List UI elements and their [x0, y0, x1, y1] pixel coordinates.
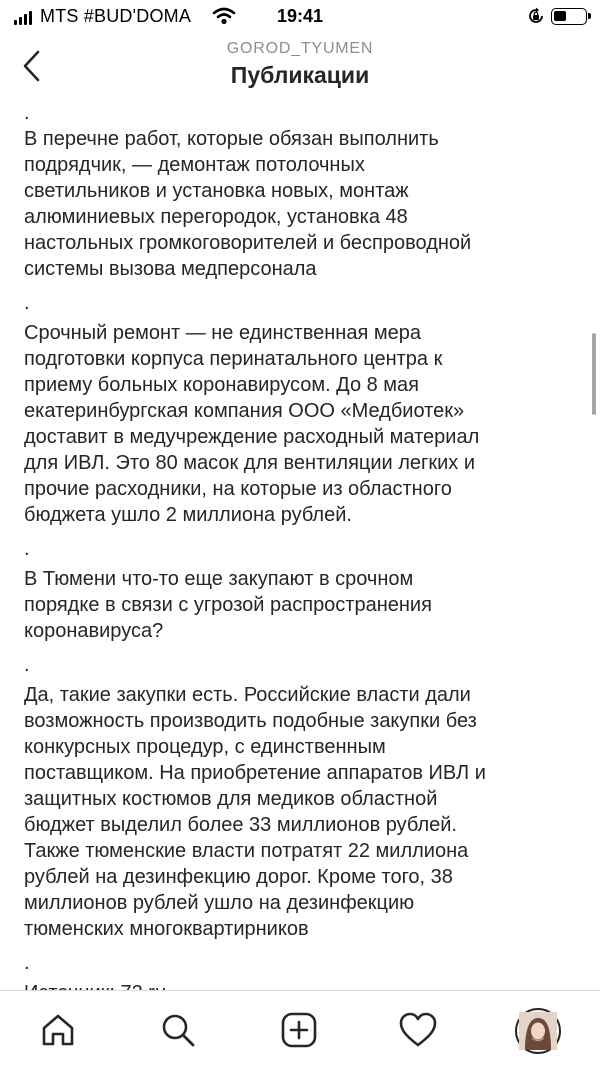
tab-bar [0, 990, 600, 1066]
search-icon[interactable] [156, 1008, 200, 1052]
header [0, 34, 600, 100]
post-caption [24, 100, 594, 990]
new-post-icon[interactable] [277, 1008, 321, 1052]
separator-dot: . [24, 292, 30, 314]
profile-avatar[interactable] [515, 1008, 561, 1054]
page-title: Публикации [230, 62, 370, 88]
caption-paragraph: Срочный ремонт — не единственная мера подготовки корпуса перинатального центра к приему больных коронавирусом. До 8 мая екатеринбургская компания ООО «Медбиотек» доставит в медучреждение расходный материал для ИВЛ. Это 80 масок для вентиляции легких и прочие расходники, на которые из областного бюджета ушло 2 миллиона рублей. [24, 322, 480, 526]
separator-dot: . [24, 952, 30, 974]
battery-icon [551, 8, 587, 25]
clock: 19:41 [276, 6, 324, 26]
caption-paragraph: Да, такие закупки есть. Российские власти дали возможность производить подобные закупки без конкурсных процедур, с единственным поставщиком. На приобретение аппаратов ИВЛ и защитных костюмов для медиков областной бюджет выделил более 33 миллионов рублей. Также тюменские власти потратят 22 миллиона рублей на дезинфекцию дорог. Кроме того, 38 миллионов рублей ушло на дезинфекцию тюменских многоквартирников [24, 684, 486, 940]
caption-paragraph: В Тюмени что-то еще закупают в срочном порядке в связи с угрозой распространения коронавируса? [24, 568, 432, 642]
caption-paragraph: В перечне работ, которые обязан выполнить подрядчик, — демонтаж потолочных светильников и установка новых, монтаж алюминиевых перегородок, установка 48 настольных громкоговорителей и беспроводной системы вызова медперсонала [24, 128, 472, 280]
separator-dot: . [24, 538, 30, 560]
activity-heart-icon[interactable] [396, 1008, 440, 1052]
status-bar [0, 0, 600, 34]
scrollbar[interactable] [592, 333, 596, 415]
carrier-name: MTS #BUD'DOMA [40, 6, 192, 26]
rotation-lock-icon [527, 7, 545, 25]
account-username[interactable]: GOROD_TYUMEN [226, 40, 374, 57]
home-icon[interactable] [36, 1008, 80, 1052]
separator-dot: . [24, 102, 30, 124]
separator-dot: . [24, 654, 30, 676]
